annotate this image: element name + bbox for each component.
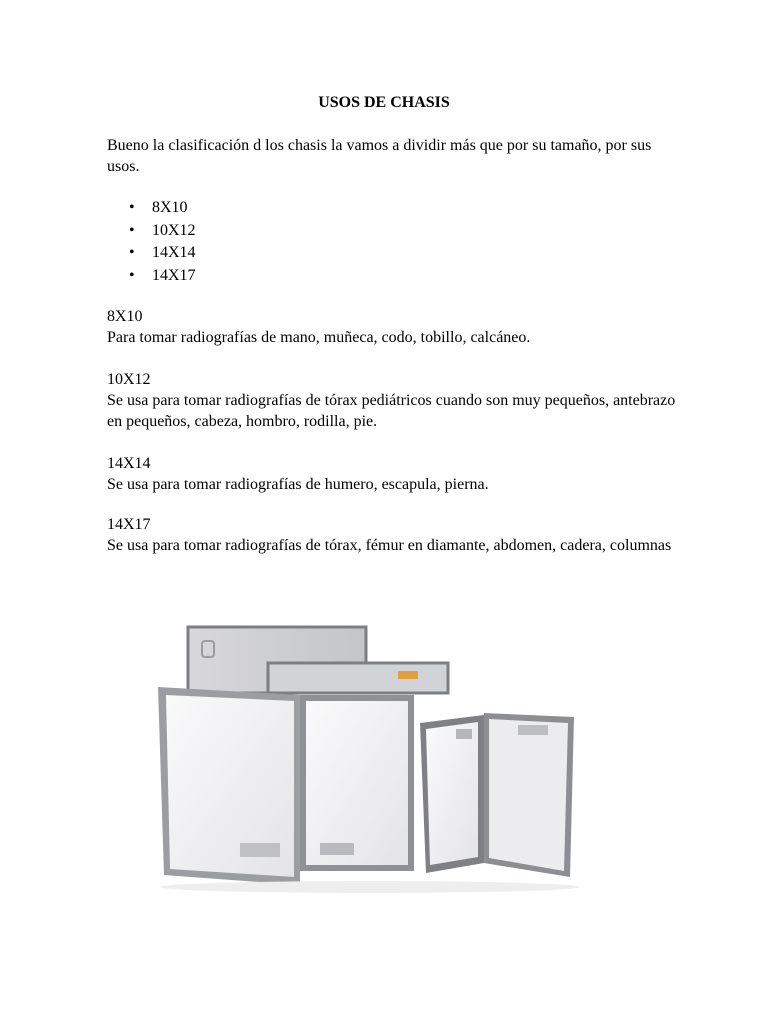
list-item (107, 220, 196, 243)
bullet-icon: • (129, 199, 135, 216)
document-title: USOS DE CHASIS (318, 94, 450, 111)
list-item (107, 242, 196, 265)
cassette-open-left (158, 687, 300, 885)
size-label: 14X17 (152, 266, 196, 284)
section-14x14 (107, 453, 687, 495)
section-description: Para tomar radiografías de mano, muñeca, codo, tobillo, calcáneo. (107, 329, 531, 346)
section-description: Se usa para tomar radiografías de tórax, fémur en diamante, abdomen, cadera, columnas (107, 537, 672, 554)
section-10x12 (107, 369, 687, 432)
bullet-icon: • (129, 244, 135, 261)
section-heading: 14X17 (107, 516, 151, 533)
list-item (107, 197, 196, 220)
section-heading: 8X10 (107, 308, 143, 325)
section-heading: 10X12 (107, 371, 151, 388)
section-8x10 (107, 306, 687, 348)
size-list (107, 197, 196, 287)
section-description: Se usa para tomar radiografías de humero, escapula, pierna. (107, 476, 489, 493)
section-14x17 (107, 514, 687, 556)
section-description: Se usa para tomar radiografías de tórax pediátricos cuando son muy pequeños, antebrazo en pequeños, cabeza, hombro, rodilla, pie. (107, 392, 676, 430)
bullet-icon: • (129, 266, 135, 284)
cassette-open-small (420, 713, 574, 877)
size-label: 10X12 (152, 221, 196, 239)
intro-paragraph: Bueno la clasificación d los chasis la vamos a dividir más que por su tamaño, por sus usos. (107, 137, 652, 175)
bullet-icon: • (129, 221, 135, 239)
cassettes-photo (150, 615, 590, 895)
cassette-open-center (300, 695, 414, 871)
section-heading: 14X14 (107, 455, 151, 472)
list-item (107, 265, 196, 288)
size-label: 8X10 (152, 199, 188, 216)
size-label: 14X14 (152, 244, 196, 261)
cassette-back-medium (268, 663, 448, 693)
